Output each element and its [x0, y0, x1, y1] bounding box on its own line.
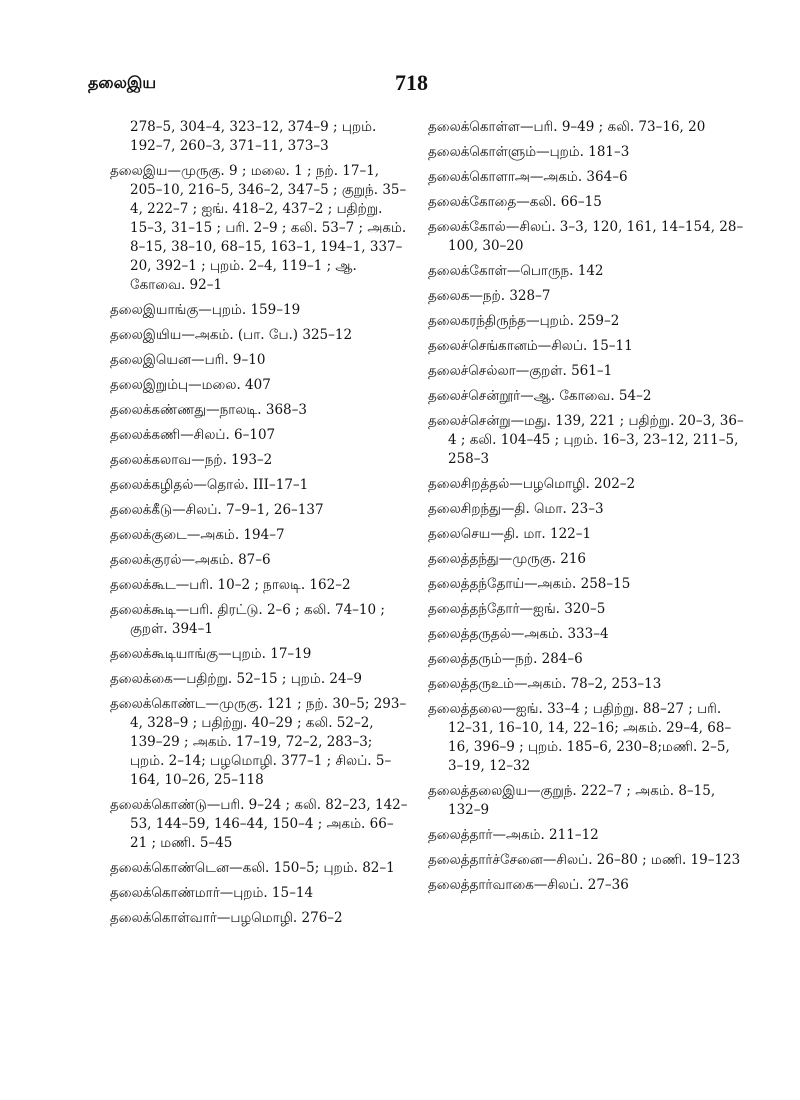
index-entry: தலைக்கழிதல்—தொல். III–17–1: [110, 477, 309, 493]
index-entry: தலைச்சென்றூர்—ஆ. கோவை. 54–2: [428, 388, 652, 404]
index-entry: 278–5, 304–4, 323–12, 374–9 ; புறம். 192–7, 260–3, 371–11, 373–3: [130, 119, 377, 154]
index-entry: தலைக்கூட—பரி. 10–2 ; நாலடி. 162–2: [110, 577, 351, 593]
index-entry: தலைக்கண்ணது—நாலடி. 368–3: [110, 402, 307, 418]
index-entry: தலைக்கோதை—கலி. 66–15: [428, 194, 602, 210]
index-entry: தலைக்கொண்மார்—புறம். 15–14: [110, 885, 314, 901]
index-entry: தலைக்கூடியாங்கு—புறம். 17–19: [110, 646, 312, 662]
index-entry: தலைத்தந்தோய்—அகம். 258–15: [428, 576, 631, 592]
index-entry: தலைசிறந்து—தி. மொ. 23–3: [428, 501, 604, 517]
index-entry: தலைக்கோல்—சிலப். 3–3, 120, 161, 14–154, 28–100, 30–20: [428, 219, 744, 254]
index-entry: தலைக—நற். 328–7: [428, 288, 551, 304]
index-entry: தலைஇயிய—அகம். (பா. பே.) 325–12: [110, 327, 353, 343]
index-entry: தலைக்கூடி—பரி. திரட்டு. 2–6 ; கலி. 74–10 ; குறள். 394–1: [110, 602, 385, 637]
index-entry: தலைகரந்திருந்த—புறம். 259–2: [428, 313, 620, 329]
index-entry: தலைக்கொள்ள—பரி. 9–49 ; கலி. 73–16, 20: [428, 119, 706, 135]
index-entry: தலைக்கீடு—சிலப். 7–9–1, 26–137: [110, 502, 324, 518]
index-entry: தலைசெய—தி. மா. 122–1: [428, 526, 592, 542]
right-column: [428, 118, 748, 901]
index-entry: தலைத்தலை—ஐங். 33–4 ; பதிற்று. 88–27 ; பரி. 12–31, 16–10, 14, 22–16; அகம். 29–4, 68–16, 396–9 ; புறம். 185–6, 230–8;மணி. 2–5, 3–19, 12–32: [428, 701, 732, 774]
index-entry: தலைக்கோள்—பொருந. 142: [428, 263, 604, 279]
running-head: தலைஇய: [88, 73, 157, 92]
index-entry: தலைசிறத்தல்—பழமொழி. 202–2: [428, 476, 636, 492]
index-entry: தலைஇயாங்கு—புறம். 159–19: [110, 302, 301, 318]
index-entry: தலைத்தருஉம்—அகம். 78–2, 253–13: [428, 676, 662, 692]
index-entry: தலைக்கொளாஅ—அகம். 364–6: [428, 169, 628, 185]
index-entry: தலைச்சென்று—மது. 139, 221 ; பதிற்று. 20–3, 36–4 ; கலி. 104–45 ; புறம். 16–3, 23–12, 211–5, 258–3: [428, 413, 744, 467]
index-entry: தலைக்குரல்—அகம். 87–6: [110, 552, 271, 568]
index-entry: தலைத்தந்து—முருகு. 216: [428, 551, 586, 567]
page-number: 718: [395, 70, 428, 95]
index-entry: தலைஇயென—பரி. 9–10: [110, 352, 266, 368]
index-entry: தலைக்கொண்டு—பரி. 9–24 ; கலி. 82–23, 142–53, 144–59, 146–44, 150–4 ; அகம். 66–21 ; மணி. 5–45: [110, 797, 408, 851]
index-entry: தலைத்தார்ச்சேனை—சிலப். 26–80 ; மணி. 19–123: [428, 852, 741, 868]
index-entry: தலைக்கலாவ—நற். 193–2: [110, 452, 273, 468]
index-entry: தலைக்கொண்ட—முருகு. 121 ; நற். 30–5; 293–4, 328–9 ; பதிற்று. 40–29 ; கலி. 52–2, 139–29 ; அகம். 17–19, 72–2, 283–3; புறம். 2–14; பழமொழி. 377–1 ; சிலப். 5–164, 10–26, 25–118: [110, 696, 407, 788]
index-entry: தலைக்குடை—அகம். 194–7: [110, 527, 285, 543]
index-entry: தலைத்தருதல்—அகம். 333–4: [428, 626, 609, 642]
index-entry: தலைக்கொள்வார்—பழமொழி. 276–2: [110, 910, 343, 926]
index-entry: தலைத்தலைஇய—குறுந். 222–7 ; அகம். 8–15, 132–9: [428, 783, 716, 818]
index-entry: தலைத்தார்வாகை—சிலப். 27–36: [428, 877, 629, 893]
index-entry: தலைக்கொள்ளும்—புறம். 181–3: [428, 144, 630, 160]
index-entry: தலைக்கணி—சிலப். 6–107: [110, 427, 276, 443]
left-column: [110, 118, 410, 934]
index-entry: தலைக்கொண்டென—கலி. 150–5; புறம். 82–1: [110, 860, 395, 876]
index-entry: தலைத்தரும்—நற். 284–6: [428, 651, 583, 667]
index-entry: தலைத்தந்தோர்—ஐங். 320–5: [428, 601, 606, 617]
index-entry: தலைஇறும்பு—மலை. 407: [110, 377, 271, 393]
index-entry: தலைக்கை—பதிற்று. 52–15 ; புறம். 24–9: [110, 671, 362, 687]
index-entry: தலைத்தார்—அகம். 211–12: [428, 827, 599, 843]
index-entry: தலைச்செல்லா—குறள். 561–1: [428, 363, 613, 379]
index-entry: தலைஇய—முருகு. 9 ; மலை. 1 ; நற். 17–1, 205–10, 216–5, 346–2, 347–5 ; குறுந். 35–4, 222–7 ; ஐங். 418–2, 437–2 ; பதிற்று. 15–3, 31–15 ; பரி. 2–9 ; கலி. 53–7 ; அகம். 8–15, 38–10, 68–15, 163–1, 194–1, 337–20, 392–1 ; புறம். 2–4, 119–1 ; ஆ. கோவை. 92–1: [110, 163, 407, 293]
index-entry: தலைச்செங்கானம்—சிலப். 15–11: [428, 338, 633, 354]
